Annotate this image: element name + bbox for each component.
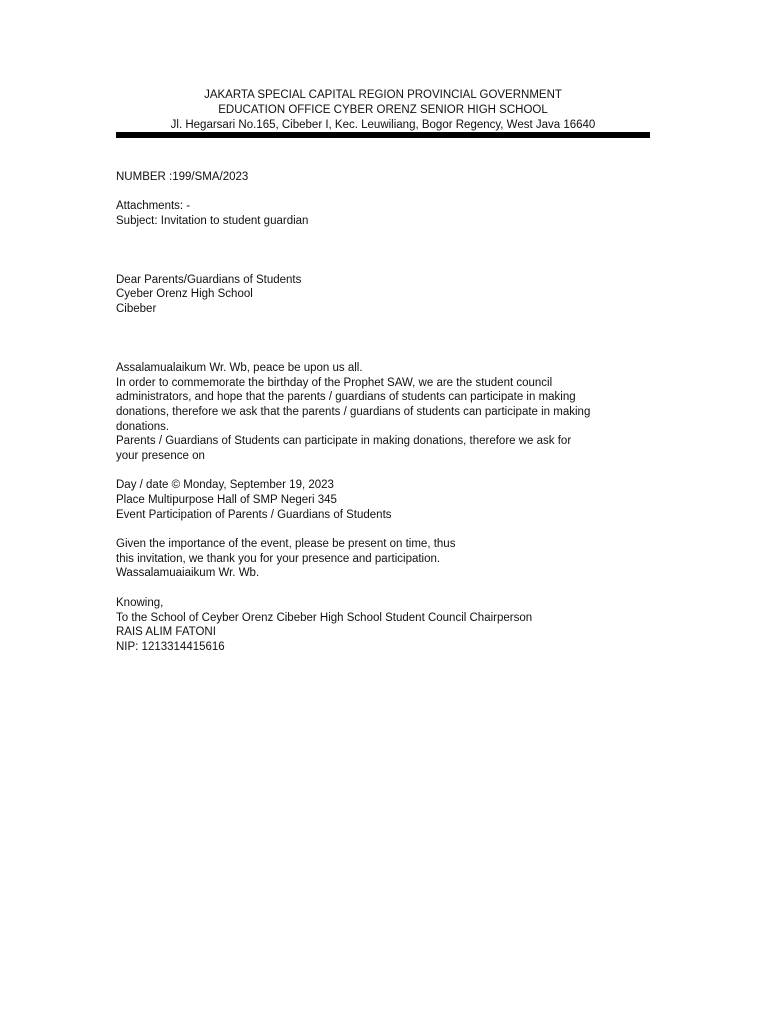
closing-line: Given the importance of the event, please be present on time, thus [116,538,456,551]
closing-line: this invitation, we thank you for your presence and participation. [116,552,441,565]
letterhead-address: Jl. Hegarsari No.165, Cibeber I, Kec. Leuwiliang, Bogor Regency, West Java 16640 [170,119,596,131]
opening-paragraph-line: administrators, and hope that the parents / guardians of students can participate in making [116,391,576,404]
opening-paragraph-line: In order to commemorate the birthday of the Prophet SAW, we are the student council [116,376,553,389]
letterhead-government: JAKARTA SPECIAL CAPITAL REGION PROVINCIAL GOVERNMENT [204,89,562,101]
signature-nip: NIP: 1213314415616 [116,640,225,653]
signature-name: RAIS ALIM FATONI [116,626,216,639]
closing-salutation: Wassalamuaiaikum Wr. Wb. [116,567,260,580]
signature-knowing: Knowing, [116,596,164,609]
letter-subject: Subject: Invitation to student guardian [116,215,309,228]
letterhead [116,88,650,133]
addressee-location: Cibeber [116,303,157,316]
addressee-school: Cyeber Orenz High School [116,288,253,301]
opening-greeting: Assalamualaikum Wr. Wb, peace be upon us all. [116,361,363,374]
event-name: Event Participation of Parents / Guardians of Students [116,508,392,521]
letter-attachments: Attachments: - [116,200,191,213]
opening-paragraph-line: donations, therefore we ask that the parents / guardians of students can participate in making [116,405,591,418]
opening-paragraph-line: your presence on [116,449,205,462]
opening-paragraph-line: Parents / Guardians of Students can participate in making donations, therefore we ask for [116,435,572,448]
letter-number: NUMBER :199/SMA/2023 [116,171,249,183]
addressee-line: Dear Parents/Guardians of Students [116,273,302,286]
opening-paragraph-line: donations. [116,420,170,433]
signature-role: To the School of Ceyber Orenz Cibeber High School Student Council Chairperson [116,611,533,624]
letterhead-divider [116,132,650,138]
letterhead-school: EDUCATION OFFICE CYBER ORENZ SENIOR HIGH SCHOOL [218,104,548,116]
event-date: Day / date © Monday, September 19, 2023 [116,479,334,492]
event-place: Place Multipurpose Hall of SMP Negeri 345 [116,494,337,506]
letter-body [116,170,636,655]
